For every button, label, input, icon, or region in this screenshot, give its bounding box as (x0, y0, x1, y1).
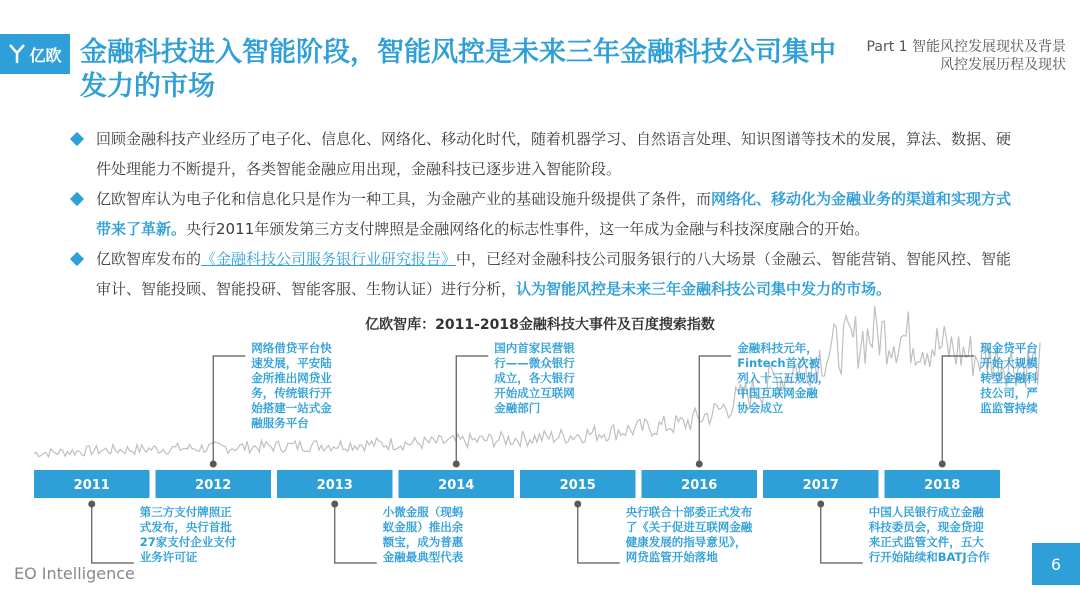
event-dot (817, 501, 824, 508)
page-title: 金融科技进入智能阶段，智能风控是未来三年金融科技公司集中发力的市场 (80, 37, 836, 102)
event-text-top: 网络借贷平台快速发展，平安陆金所推出网贷业务，传统银行开始搭建一站式金融服务平台 (251, 341, 332, 430)
event-dot (696, 461, 703, 468)
bullet-text: 央行2011年颁发第三方支付牌照是金融网络化的标志性事件，这一年成为金融与科技深度融合的开始。 (186, 220, 870, 238)
event-connector (578, 504, 620, 563)
event-connector (335, 504, 377, 563)
logo-text: 亿欧 (29, 45, 62, 65)
event-text-bottom: 央行联合十部委正式发布了《关于促进互联网金融健康发展的指导意见》，网贷监管开始落地 (625, 505, 753, 564)
event-text-bottom: 第三方支付牌照正式发布，央行首批 27家支付企业支付业务许可证 (139, 505, 237, 564)
year-label: 2018 (924, 478, 961, 493)
year-label: 2012 (195, 478, 232, 493)
event-dot (331, 501, 338, 508)
year-label: 2016 (681, 478, 718, 493)
chart-title: 亿欧智库：2011-2018金融科技大事件及百度搜索指数 (365, 317, 715, 333)
event-dot (939, 461, 946, 468)
year-label: 2015 (559, 478, 596, 493)
year-label: 2011 (73, 478, 110, 493)
event-dot (210, 461, 217, 468)
event-text-top: 现金贷平台开始大规模转型金融科技公司，严监监管持续 (980, 341, 1038, 415)
year-label: 2013 (316, 478, 353, 493)
event-connector (942, 356, 974, 466)
page-number: 6 (1032, 543, 1080, 585)
bullet-text: 亿欧智库发布的 (96, 250, 202, 268)
event-text-bottom: 中国人民银行成立金融科技委员会，现金贷迎来正式监管文件，五大行开始陆续和BATJ合作 (868, 505, 990, 564)
event-dot (88, 501, 95, 508)
event-text-bottom: 小微金服（现蚂蚁金服）推出余额宝，成为普惠金融最典型代表 (382, 505, 464, 564)
event-connector (821, 504, 863, 563)
bullet-text: 回顾金融科技产业经历了电子化、信息化、网络化、移动化时代，随着机器学习、自然语言处理、知识图谱等技术的发展，算法、数据、硬件处理能力不断提升，各类智能金融应用出现，金融科技已逐步进入智能阶段。 (96, 130, 1012, 178)
section-label-line1: Part 1 智能风控发展现状及背景 (866, 39, 1066, 55)
report-link[interactable]: 《金融科技公司服务银行业研究报告》 (201, 250, 457, 268)
event-text-top: 国内首家民营银行——微众银行成立，各大银行开始成立互联网金融部门 (494, 341, 575, 415)
bullet-highlight: 网络化、移动化为金融业务的渠道和实现方式带来了革新。 (96, 190, 1012, 238)
event-dot (574, 501, 581, 508)
bullet-text: 亿欧智库认为电子化和信息化只是作为一种工具，为金融产业的基础设施升级提供了条件，而 (96, 190, 712, 208)
year-label: 2017 (802, 478, 839, 493)
event-connector (213, 356, 245, 466)
year-label: 2014 (438, 478, 475, 493)
bullet-text: 中，已经对金融科技公司服务银行的八大场景（金融云、智能营销、智能风控、智能审计、智能投顾、智能投研、智能客服、生物认证）进行分析， (96, 250, 1012, 298)
event-dot (453, 461, 460, 468)
footer-brand: EO Intelligence (14, 564, 135, 583)
event-connector (92, 504, 134, 563)
event-text-top: 金融科技元年， Fintech首次被列入十三五规划，中国互联网金融协会成立 (737, 341, 830, 415)
section-label-line2: 风控发展历程及现状 (940, 57, 1066, 73)
bullet-highlight: 认为智能风控是未来三年金融科技公司集中发力的市场。 (516, 280, 892, 298)
event-connector (456, 356, 488, 466)
